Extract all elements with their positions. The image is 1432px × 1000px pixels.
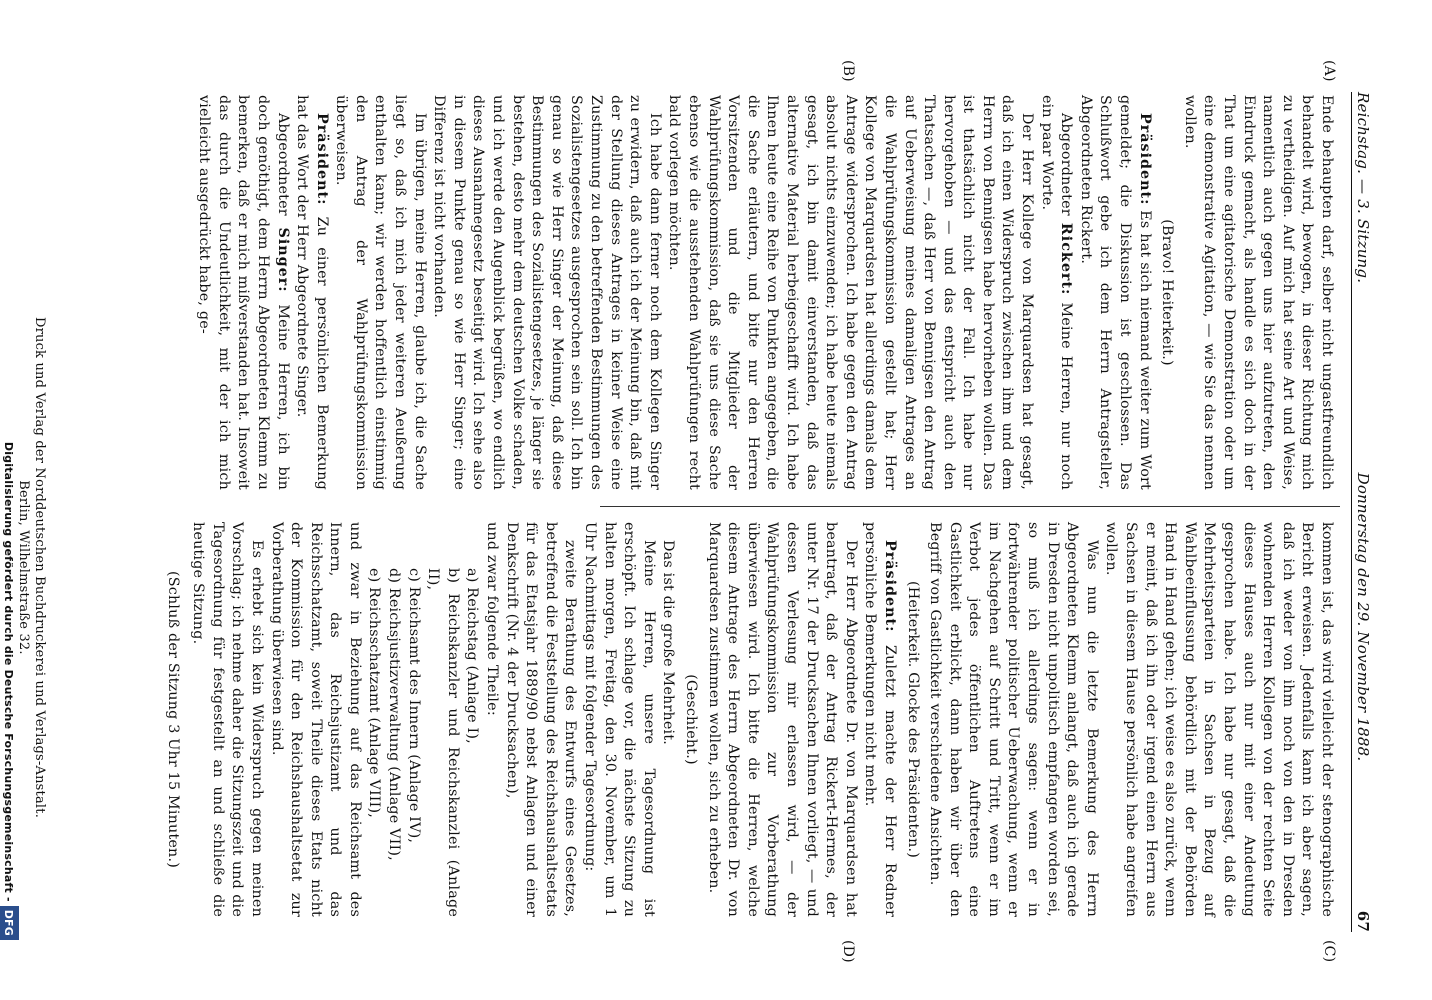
- digitization-note: [0, 442, 19, 940]
- list-item: e) Reichsschatzamt (Anlage VIII),: [366, 568, 383, 819]
- header-left: Reichstag. — 3. Sitzung.: [1353, 92, 1372, 284]
- margin-marker-c: (C): [1321, 940, 1337, 963]
- paragraph: kommen ist, das wird vielleicht der stenographische Bericht erweisen. Jedenfalls kann ich aber sagen, daß ich weder von ihm noch von den in Dresden wohnenden Herren Kollegen von der rechten Seite dieses Hauses auch nur mit einer Andeutung gesprochen habe. Ich habe nur gesagt, daß die Mehrheitsparteien in Sachsen in Bezug auf Wahlbeeinflussung behördlich mit der Behörden Hand in Hand gehen; ich weise es also zurück, wenn er meint, daß ich ihn oder irgend einen Herrn aus Sachsen in diesem Hause persönlich habe angreifen wollen.: [1103, 522, 1335, 917]
- paragraph-text: Es hat sich niemand weiter zum Wort gemeldet; die Diskussion ist geschlossen. Das Schlußwort gebe ich dem Herrn Antragsteller, Abgeordneten Rickert.: [1077, 95, 1153, 490]
- margin-marker-a: (A): [1321, 60, 1337, 82]
- agenda-item: zweite Berathung des Entwurfs eines Gesetzes, betreffend die Feststellung des Reichshaushaltsetats für das Etatsjahr 1889/90 nebst Anlagen und einer Denkschrift (Nr. 4 der Drucksachen),: [503, 522, 579, 917]
- paragraph: Meine Herren, unsere Tagesordnung ist erschöpft. Ich schlage vor, die nächste Sitzung zu halten morgen, Freitag, den 30. November, um 1 Uhr Nachmittags mit folgender Tagesordnung:: [582, 522, 657, 917]
- right-column: [162, 522, 1336, 917]
- paragraph: [292, 95, 331, 490]
- paragraph: [1036, 95, 1075, 490]
- speaker-name: Rickert:: [1058, 222, 1075, 296]
- margin-marker-d: (D): [840, 940, 856, 963]
- paragraph: und zwar in Beziehung auf das Reichsamt des Innern, das Reichsjustizamt und das Reichsschatzamt, soweit Theile dieses Etats nicht der Kommission für den Reichshaushaltsetat zur Vorberathung überwiesen sind.: [268, 522, 363, 917]
- paragraph: [1075, 95, 1153, 490]
- imprint: [15, 175, 47, 960]
- running-header: [1351, 92, 1374, 932]
- list-item: d) Reichsjustizverwaltung (Anlage VII),: [386, 568, 403, 861]
- list-item: b) Reichskanzler und Reichskanzlei (Anlage II),: [425, 568, 461, 917]
- reaction: (Heiterkeit. Glocke des Präsidenten.): [904, 580, 921, 859]
- margin-marker-b: (B): [840, 60, 856, 82]
- column-rule: [600, 506, 1340, 507]
- paragraph: Ende behaupten darf, selber nicht ungastfreundlich behandelt wird, bewogen, in dieser Richtung mich zu vertheidigen. Auf mich hat seine Art und Weise, namentlich auch gegen uns hier aufzutreten, den Eindruck gemacht, als handle es sich doch in der That um eine agitatorische Demonstration oder um eine demonstrative Agitation, — wie Sie das nennen wollen.: [1181, 95, 1335, 490]
- imprint-line: Druck und Verlag der Norddeutschen Buchdruckerei und Verlags-Anstalt.: [32, 316, 47, 819]
- imprint-line: Berlin, Wilhelmstraße 32.: [16, 480, 31, 655]
- paragraph-text: Meine Herren, nur noch ein paar Worte.: [1038, 95, 1075, 490]
- speaker-prefix: Abgeordneter: [1058, 113, 1075, 223]
- digitization-text: Digitalisierung gefördert durch die Deutsche Forschungsgemeinschaft -: [2, 441, 15, 902]
- reaction: (Bravo! Heiterkeit.): [1159, 219, 1176, 366]
- agenda-list: [364, 550, 482, 917]
- paragraph: Was nun die letzte Bemerkung des Herrn Abgeordneten Klemm anlangt, daß auch ich gerade in Dresden nicht unpolitisch empfangen worden sei, so muß ich allerdings sagen: wenn er in fortwährender politischer Ueberwachung, wenn er im Nachgehen auf Schritt und Tritt, wenn er im Verbot jedes öffentlichen Auftretens eine Gastlichkeit erblickt, dann haben wir über den Begriff von Gastlichkeit verschiedene Ansichten.: [927, 522, 1100, 917]
- paragraph: Das ist die große Mehrheit.: [660, 540, 677, 746]
- reaction: (Geschieht.): [683, 674, 699, 765]
- header-date: Donnerstag den 29. November 1888.: [1353, 472, 1372, 762]
- speaker-name: Präsident:: [881, 540, 898, 633]
- dfg-logo: DFG: [0, 906, 19, 940]
- paragraph: [860, 522, 899, 917]
- speaker-name: Präsident:: [313, 113, 330, 206]
- paragraph: Der Herr Kollege von Marquardsen hat gesagt, daß ich einen Widerspruch zwischen ihm und dem Herrn von Bennigsen habe hervorheben wollen. Das ist thatsächlich nicht der Fall. Ich habe nur hervorgehoben — und das entspricht auch den Thatsachen —, daß Herr von Bennigsen den Antrag auf Ueberweisung meines damaligen Antrages an die Wahlprüfungskommission gestellt hat; Herr Kollege von Marquardsen hat allerdings damals dem Antrage widersprochen. Ich habe gegen den Antrag absolut nichts einzuwenden; ich habe heute niemals gesagt, ich bin damit einverstanden, daß das alternative Material herbeigeschafft wird. Ich habe Ihnen heute eine Reihe von Punkten angegeben, die die Sache erläutern, und bitte nur den Herren Vorsitzenden und die Mitglieder der Wahlprüfungskommission, daß sie uns diese Sache ebenso wie die ausstehenden Wahlprüfungen recht bald vorlegen möchten.: [666, 95, 1036, 490]
- speaker-name: Singer:: [274, 227, 291, 293]
- paragraph: Es erhebt sich kein Widerspruch gegen meinen Vorschlag; ich nehme daher die Sitzungszeit und die Tagesordnung für festgestellt an und schließe die heutige Sitzung.: [190, 522, 265, 917]
- paragraph-text: Meine Herren, ich bin doch genöthigt, dem Herrn Abgeordneten Klemm zu bemerken, daß er mich mißverstanden hat. Insoweit das durch die Undeutlichkeit, mit der ich mich vielleicht ausgedrückt habe, ge-: [196, 95, 291, 490]
- paragraph: Der Herr Abgeordnete Dr. von Marquardsen hat beantragt, daß der Antrag Rickert-Hermes, der unter Nr. 17 der Drucksachen Ihnen vorliegt, — und dessen Verlesung mir erlassen wird, — der Wahlprüfungskommission zur Vorberathung überwiesen wird. Ich bitte die Herren, welche diesem Antrage des Herrn Abgeordneten Dr. von Marquardsen zustimmen wollen, sich zu erheben.: [705, 522, 859, 917]
- speaker-name: Präsident:: [1136, 113, 1153, 206]
- left-column: [194, 95, 1336, 490]
- page-number: 67: [1353, 910, 1372, 932]
- agenda-subtitle: und zwar folgende Theile:: [484, 522, 501, 716]
- paragraph: [194, 95, 292, 490]
- paragraph: Im übrigen, meine Herren, glaube ich, die Sache liegt so, daß ich mich jeder weiteren Aeußerung enthalten kann; wir werden hoffentlich einstimmig den Antrag der Wahlprüfungskommission überweisen.: [333, 95, 428, 490]
- session-close: (Schluß der Sitzung 3 Uhr 15 Minuten.): [164, 571, 181, 868]
- paragraph-text: Zu einer persönlichen Bemerkung hat das Wort der Herr Abgeordnete Singer.: [294, 95, 330, 490]
- list-item: c) Reichsamt des Innern (Anlage IV),: [405, 568, 422, 844]
- speaker-prefix: Abgeordneter: [274, 113, 291, 228]
- paragraph: Ich habe dann ferner noch dem Kollegen Singer zu erwidern, daß auch ich der Meinung bin, daß mit der Stellung dieses Antrages in keiner Weise eine Zustimmung zu den betreffenden Bestimmungen des Sozialistengesetzes ausgesprochen sein soll. Ich bin genau so wie Herr Singer der Meinung, daß diese Bestimmungen des Sozialistengesetzes, je länger sie bestehen, desto mehr dem deutschen Volke schaden, und ich werde den Augenblick begrüßen, wo endlich dieses Ausnahmegesetz beseitigt wird. Ich sehe also in diesem Punkte genau so wie Herr Singer; eine Differenz ist nicht vorhanden.: [431, 95, 663, 490]
- list-item: a) Reichstag (Anlage I),: [464, 568, 481, 744]
- paragraph-text: Zuletzt machte der Herr Redner persönliche Bemerkungen nicht mehr.: [862, 522, 898, 917]
